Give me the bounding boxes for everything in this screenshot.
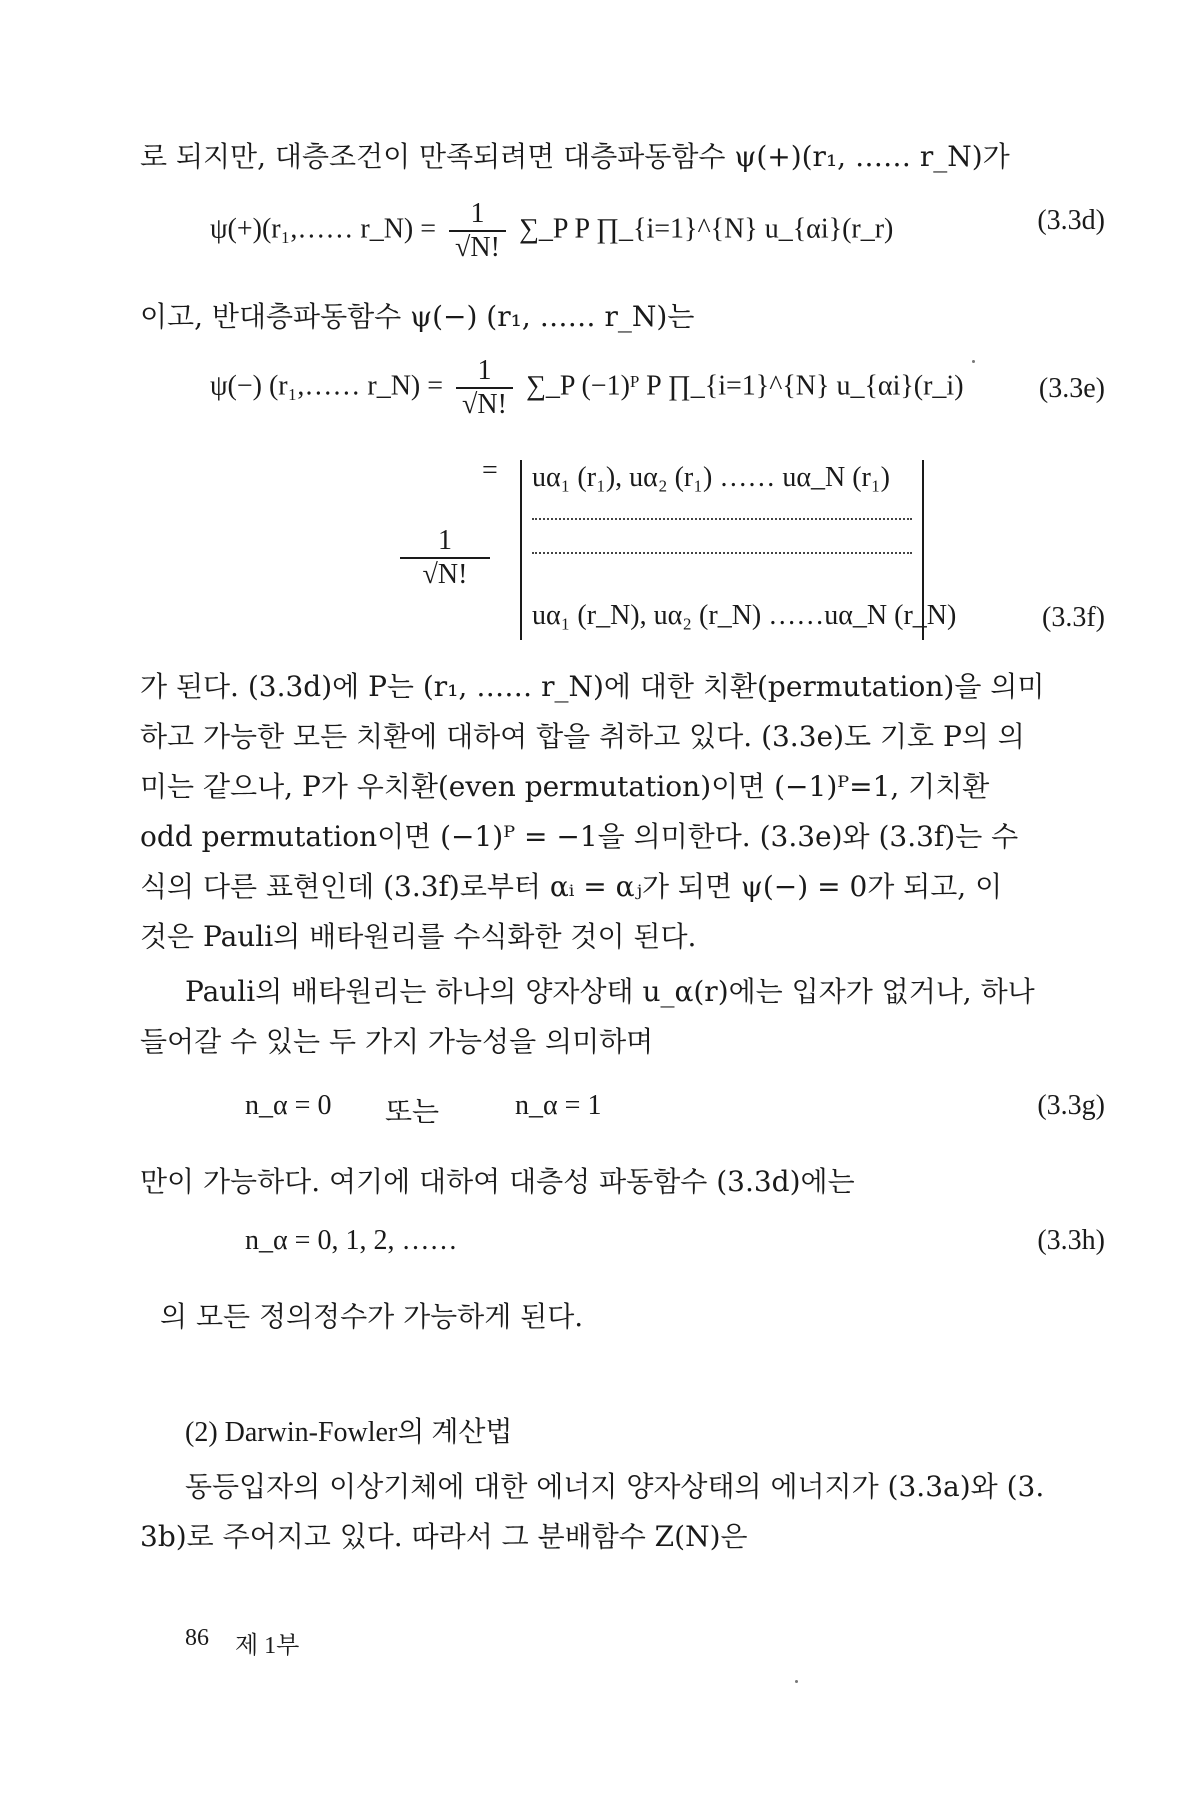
text-line-14: 3b)로 주어지고 있다. 따라서 그 분배함수 Z(N)은 bbox=[140, 1520, 748, 1553]
fraction-denominator: √N! bbox=[462, 389, 507, 420]
fraction-numerator: 1 bbox=[400, 525, 490, 559]
equation-3-3h: n_α = 0, 1, 2, …… bbox=[245, 1225, 458, 1256]
slater-determinant bbox=[520, 460, 957, 640]
text-line-2: 이고, 반대층파동함수 ψ(−) (r₁, …… r_N)는 bbox=[140, 300, 695, 333]
equation-3-3f-equals: = bbox=[482, 455, 498, 486]
determinant-row-first: uα₁ (r₁), uα₂ (r₁) …… uα_N (r₁) bbox=[532, 462, 890, 493]
text-line-7: 식의 다른 표현인데 (3.3f)로부터 αᵢ = αⱼ가 되면 ψ(−) = 0가 되고, 이 bbox=[140, 870, 1003, 903]
section-heading: (2) Darwin-Fowler의 계산법 bbox=[185, 1417, 513, 1448]
equation-3-3d-fraction bbox=[449, 198, 506, 264]
text-line-3: 가 된다. (3.3d)에 P는 (r₁, …… r_N)에 대한 치환(permutation)을 의미 bbox=[140, 670, 1045, 703]
fraction-denominator: √N! bbox=[455, 232, 500, 263]
equation-number-3-3h: (3.3h) bbox=[1037, 1225, 1105, 1256]
text-line-13: 동등입자의 이상기체에 대한 에너지 양자상태의 에너지가 (3.3a)와 (3. bbox=[185, 1470, 1045, 1503]
determinant-row-last: uα₁ (r_N), uα₂ (r_N) ……uα_N (r_N) bbox=[532, 600, 957, 631]
equation-number-3-3f: (3.3f) bbox=[1042, 602, 1105, 633]
text-line-5: 미는 같으나, P가 우치환(even permutation)이면 (−1)ᴾ=1, 기치환 bbox=[140, 770, 990, 803]
equation-number-3-3g: (3.3g) bbox=[1037, 1090, 1105, 1121]
fraction-numerator: 1 bbox=[449, 198, 506, 232]
equation-3-3g-or: 또는 bbox=[385, 1097, 440, 1128]
scan-speck bbox=[795, 1680, 798, 1683]
text-line-11: 만이 가능하다. 여기에 대하여 대층성 파동함수 (3.3d)에는 bbox=[140, 1165, 855, 1198]
equation-3-3d-lhs: ψ(+)(r₁,…… r_N) = bbox=[210, 213, 437, 245]
equation-3-3d-rhs: ∑_P P ∏_{i=1}^{N} u_{αi}(r_r) bbox=[518, 213, 894, 245]
fraction-denominator: √N! bbox=[422, 559, 468, 590]
text-line-9: Pauli의 배타원리는 하나의 양자상태 u_α(r)에는 입자가 없거나, 하나 bbox=[185, 975, 1035, 1008]
text-line-12: 의 모든 정의정수가 가능하게 된다. bbox=[160, 1300, 584, 1333]
fraction-numerator: 1 bbox=[456, 355, 513, 389]
equation-3-3g-left: n_α = 0 bbox=[245, 1090, 332, 1121]
equation-3-3d bbox=[210, 198, 893, 264]
equation-3-3e bbox=[210, 355, 964, 421]
text-line-6: odd permutation이면 (−1)ᴾ = −1을 의미한다. (3.3e)와 (3.3f)는 수 bbox=[140, 820, 1019, 853]
text-line-8: 것은 Pauli의 배타원리를 수식화한 것이 된다. bbox=[140, 920, 697, 953]
text-line-4: 하고 가능한 모든 치환에 대하여 합을 취하고 있다. (3.3e)도 기호 P의 의 bbox=[140, 720, 1025, 753]
equation-number-3-3d: (3.3d) bbox=[1037, 205, 1105, 236]
scan-speck bbox=[972, 360, 975, 363]
determinant-dotted-row bbox=[532, 518, 912, 520]
equation-3-3e-rhs: ∑_P (−1)ᴾ P ∏_{i=1}^{N} u_{αi}(r_i) bbox=[525, 370, 964, 402]
text-line-10: 들어갈 수 있는 두 가지 가능성을 의미하며 bbox=[140, 1025, 654, 1058]
equation-3-3g-right: n_α = 1 bbox=[515, 1090, 602, 1121]
part-label: 제 1부 bbox=[235, 1633, 300, 1659]
equation-3-3e-fraction bbox=[456, 355, 513, 421]
equation-number-3-3e: (3.3e) bbox=[1038, 373, 1105, 404]
determinant-dotted-row bbox=[532, 552, 912, 554]
equation-3-3f-fraction bbox=[400, 525, 490, 591]
text-line-1: 로 되지만, 대층조건이 만족되려면 대층파동함수 ψ(+)(r₁, …… r_N)가 bbox=[140, 140, 1010, 173]
page-number: 86 bbox=[185, 1625, 209, 1651]
equation-3-3e-lhs: ψ(−) (r₁,…… r_N) = bbox=[210, 370, 444, 402]
